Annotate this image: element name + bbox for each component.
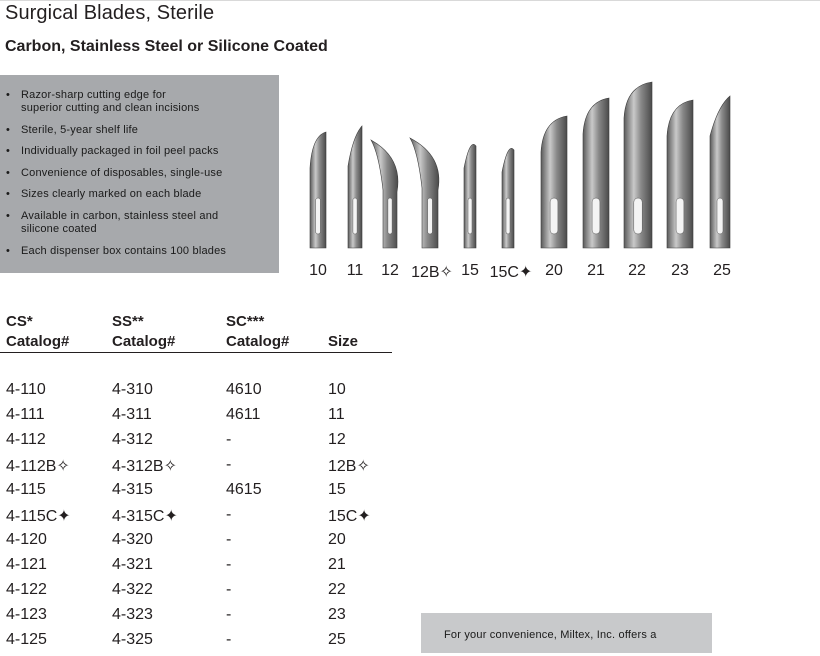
table-cell: - <box>226 606 232 623</box>
table-cell: 4-121 <box>6 556 47 573</box>
table-cell: 4610 <box>226 381 262 398</box>
table-cell: 12B✧ <box>328 458 370 475</box>
table-cell: 4-122 <box>6 581 47 598</box>
feature-list <box>6 89 269 258</box>
table-cell: - <box>226 431 232 448</box>
feature-item <box>6 188 269 201</box>
column-header <box>112 312 175 352</box>
table-cell: 12 <box>328 431 346 448</box>
table-cell: 4-110 <box>6 381 46 398</box>
blade-slot <box>468 198 472 234</box>
table-cell: 4-322 <box>112 581 153 598</box>
page-subtitle: Carbon, Stainless Steel or Silicone Coated <box>5 38 328 55</box>
table-cell: 11 <box>328 406 345 423</box>
table-cell: - <box>226 456 232 473</box>
table-cell: - <box>226 506 232 523</box>
table-row <box>0 481 420 506</box>
table-cell: 4-310 <box>112 381 153 398</box>
bullet-icon: • <box>6 89 11 101</box>
column-header-line2: Catalog# <box>112 333 176 350</box>
table-row <box>0 581 420 606</box>
feature-item <box>6 145 269 158</box>
blade-size-label: 15C✦ <box>489 264 533 281</box>
column-header <box>328 312 358 352</box>
table-row <box>0 631 420 656</box>
column-header-line2: Catalog# <box>226 333 290 350</box>
feature-text: Sizes clearly marked on each blade <box>21 188 202 201</box>
feature-text-continued: silicone coated <box>21 222 97 235</box>
blade-slot <box>634 198 642 234</box>
table-cell: 15 <box>328 481 346 498</box>
blade-slot <box>353 198 357 234</box>
table-cell: 4-112 <box>6 431 46 448</box>
table-cell: 4615 <box>226 481 262 498</box>
blade-size-label: 20 <box>545 262 563 279</box>
bullet-icon: • <box>6 145 11 158</box>
blade-size-label: 10 <box>309 262 327 279</box>
table-cell: 4-325 <box>112 631 153 648</box>
blade-slot <box>676 198 684 234</box>
table-cell: 25 <box>328 631 346 648</box>
bullet-icon: • <box>6 123 11 136</box>
bullet-icon: • <box>6 166 11 179</box>
table-cell: 22 <box>328 581 346 598</box>
blade-slot <box>316 198 321 234</box>
table-cell: 4-120 <box>6 531 47 548</box>
table-cell: 4-320 <box>112 531 153 548</box>
column-header <box>226 312 289 352</box>
page-title: Surgical Blades, Sterile <box>5 2 215 24</box>
table-cell: 4-115 <box>6 481 46 498</box>
feature-item <box>6 210 269 236</box>
feature-item <box>6 124 269 137</box>
blade-size-label: 12 <box>381 262 399 279</box>
feature-box <box>0 75 279 273</box>
promo-text: For your convenience, Miltex, Inc. offers a <box>444 629 657 641</box>
table-cell: 4-323 <box>112 606 153 623</box>
table-row <box>0 431 420 456</box>
table-cell: 4-111 <box>6 406 45 423</box>
table-cell: 15C✦ <box>328 508 371 525</box>
column-header-line2: Size <box>328 333 359 350</box>
table-cell: 4-311 <box>112 406 152 423</box>
table-cell: 21 <box>328 556 346 573</box>
blade-slot <box>506 198 510 234</box>
table-cell: 4611 <box>226 406 261 423</box>
feature-text-continued: superior cutting and clean incisions <box>21 102 200 114</box>
feature-item <box>6 89 269 115</box>
table-row <box>0 606 420 631</box>
table-cell: 23 <box>328 606 346 623</box>
blade-drawings <box>300 80 740 260</box>
table-cell: - <box>226 556 232 573</box>
feature-text: Individually packaged in foil peel packs <box>21 145 219 158</box>
promo-box <box>421 613 712 653</box>
feature-text: Sterile, 5-year shelf life <box>21 123 139 136</box>
table-cell: 4-112B✧ <box>6 458 70 475</box>
table-cell: 4-315C✦ <box>112 508 178 525</box>
feature-text: Razor-sharp cutting edge for <box>21 89 167 101</box>
blade-size-label: 12B✧ <box>411 264 453 281</box>
blade-size-label: 23 <box>671 262 689 279</box>
column-header-line1 <box>328 312 358 332</box>
table-cell: - <box>226 631 232 648</box>
table-row <box>0 531 420 556</box>
table-cell: 4-312 <box>112 431 153 448</box>
table-row <box>0 406 420 431</box>
column-header-line2: Catalog# <box>6 333 70 350</box>
feature-text: Available in carbon, stainless steel and <box>21 209 219 222</box>
blade-slot <box>428 198 433 234</box>
table-cell: - <box>226 581 232 598</box>
blade-size-label: 15 <box>461 262 479 279</box>
table-row <box>0 556 420 581</box>
blade-slot <box>388 198 392 234</box>
table-cell: 4-123 <box>6 606 47 623</box>
table-row <box>0 456 420 481</box>
top-divider <box>0 0 820 1</box>
column-header <box>6 312 69 352</box>
table-cell: 20 <box>328 531 346 548</box>
blade-slot <box>592 198 600 234</box>
table-row <box>0 381 420 406</box>
blade-illustration <box>300 80 740 280</box>
column-header-line1: SC*** <box>226 313 265 330</box>
blade-slot <box>717 198 723 234</box>
blade-size-label: 21 <box>587 262 605 279</box>
feature-item <box>6 167 269 180</box>
column-header-line1: SS** <box>112 313 144 330</box>
table-cell: 4-115C✦ <box>6 508 71 525</box>
feature-text: Convenience of disposables, single-use <box>21 166 223 179</box>
feature-text: Each dispenser box contains 100 blades <box>21 244 227 257</box>
table-row <box>0 506 420 531</box>
blade-3 <box>371 140 398 248</box>
blade-size-label: 11 <box>346 262 364 279</box>
column-header-line1: CS* <box>6 313 33 330</box>
blade-4 <box>410 138 439 248</box>
table-cell: 10 <box>328 381 346 398</box>
bullet-icon: • <box>6 244 11 257</box>
bullet-icon: • <box>6 188 11 201</box>
table-cell: 4-125 <box>6 631 47 648</box>
table-cell: 4-315 <box>112 481 153 498</box>
bullet-icon: • <box>6 209 11 222</box>
table-cell: - <box>226 531 232 548</box>
table-cell: 4-312B✧ <box>112 458 177 475</box>
feature-item <box>6 245 269 258</box>
table-cell: 4-321 <box>112 556 153 573</box>
blade-size-label: 22 <box>628 262 646 279</box>
blade-slot <box>550 198 558 234</box>
blade-size-label: 25 <box>713 262 731 279</box>
table-header-rule <box>0 352 392 353</box>
